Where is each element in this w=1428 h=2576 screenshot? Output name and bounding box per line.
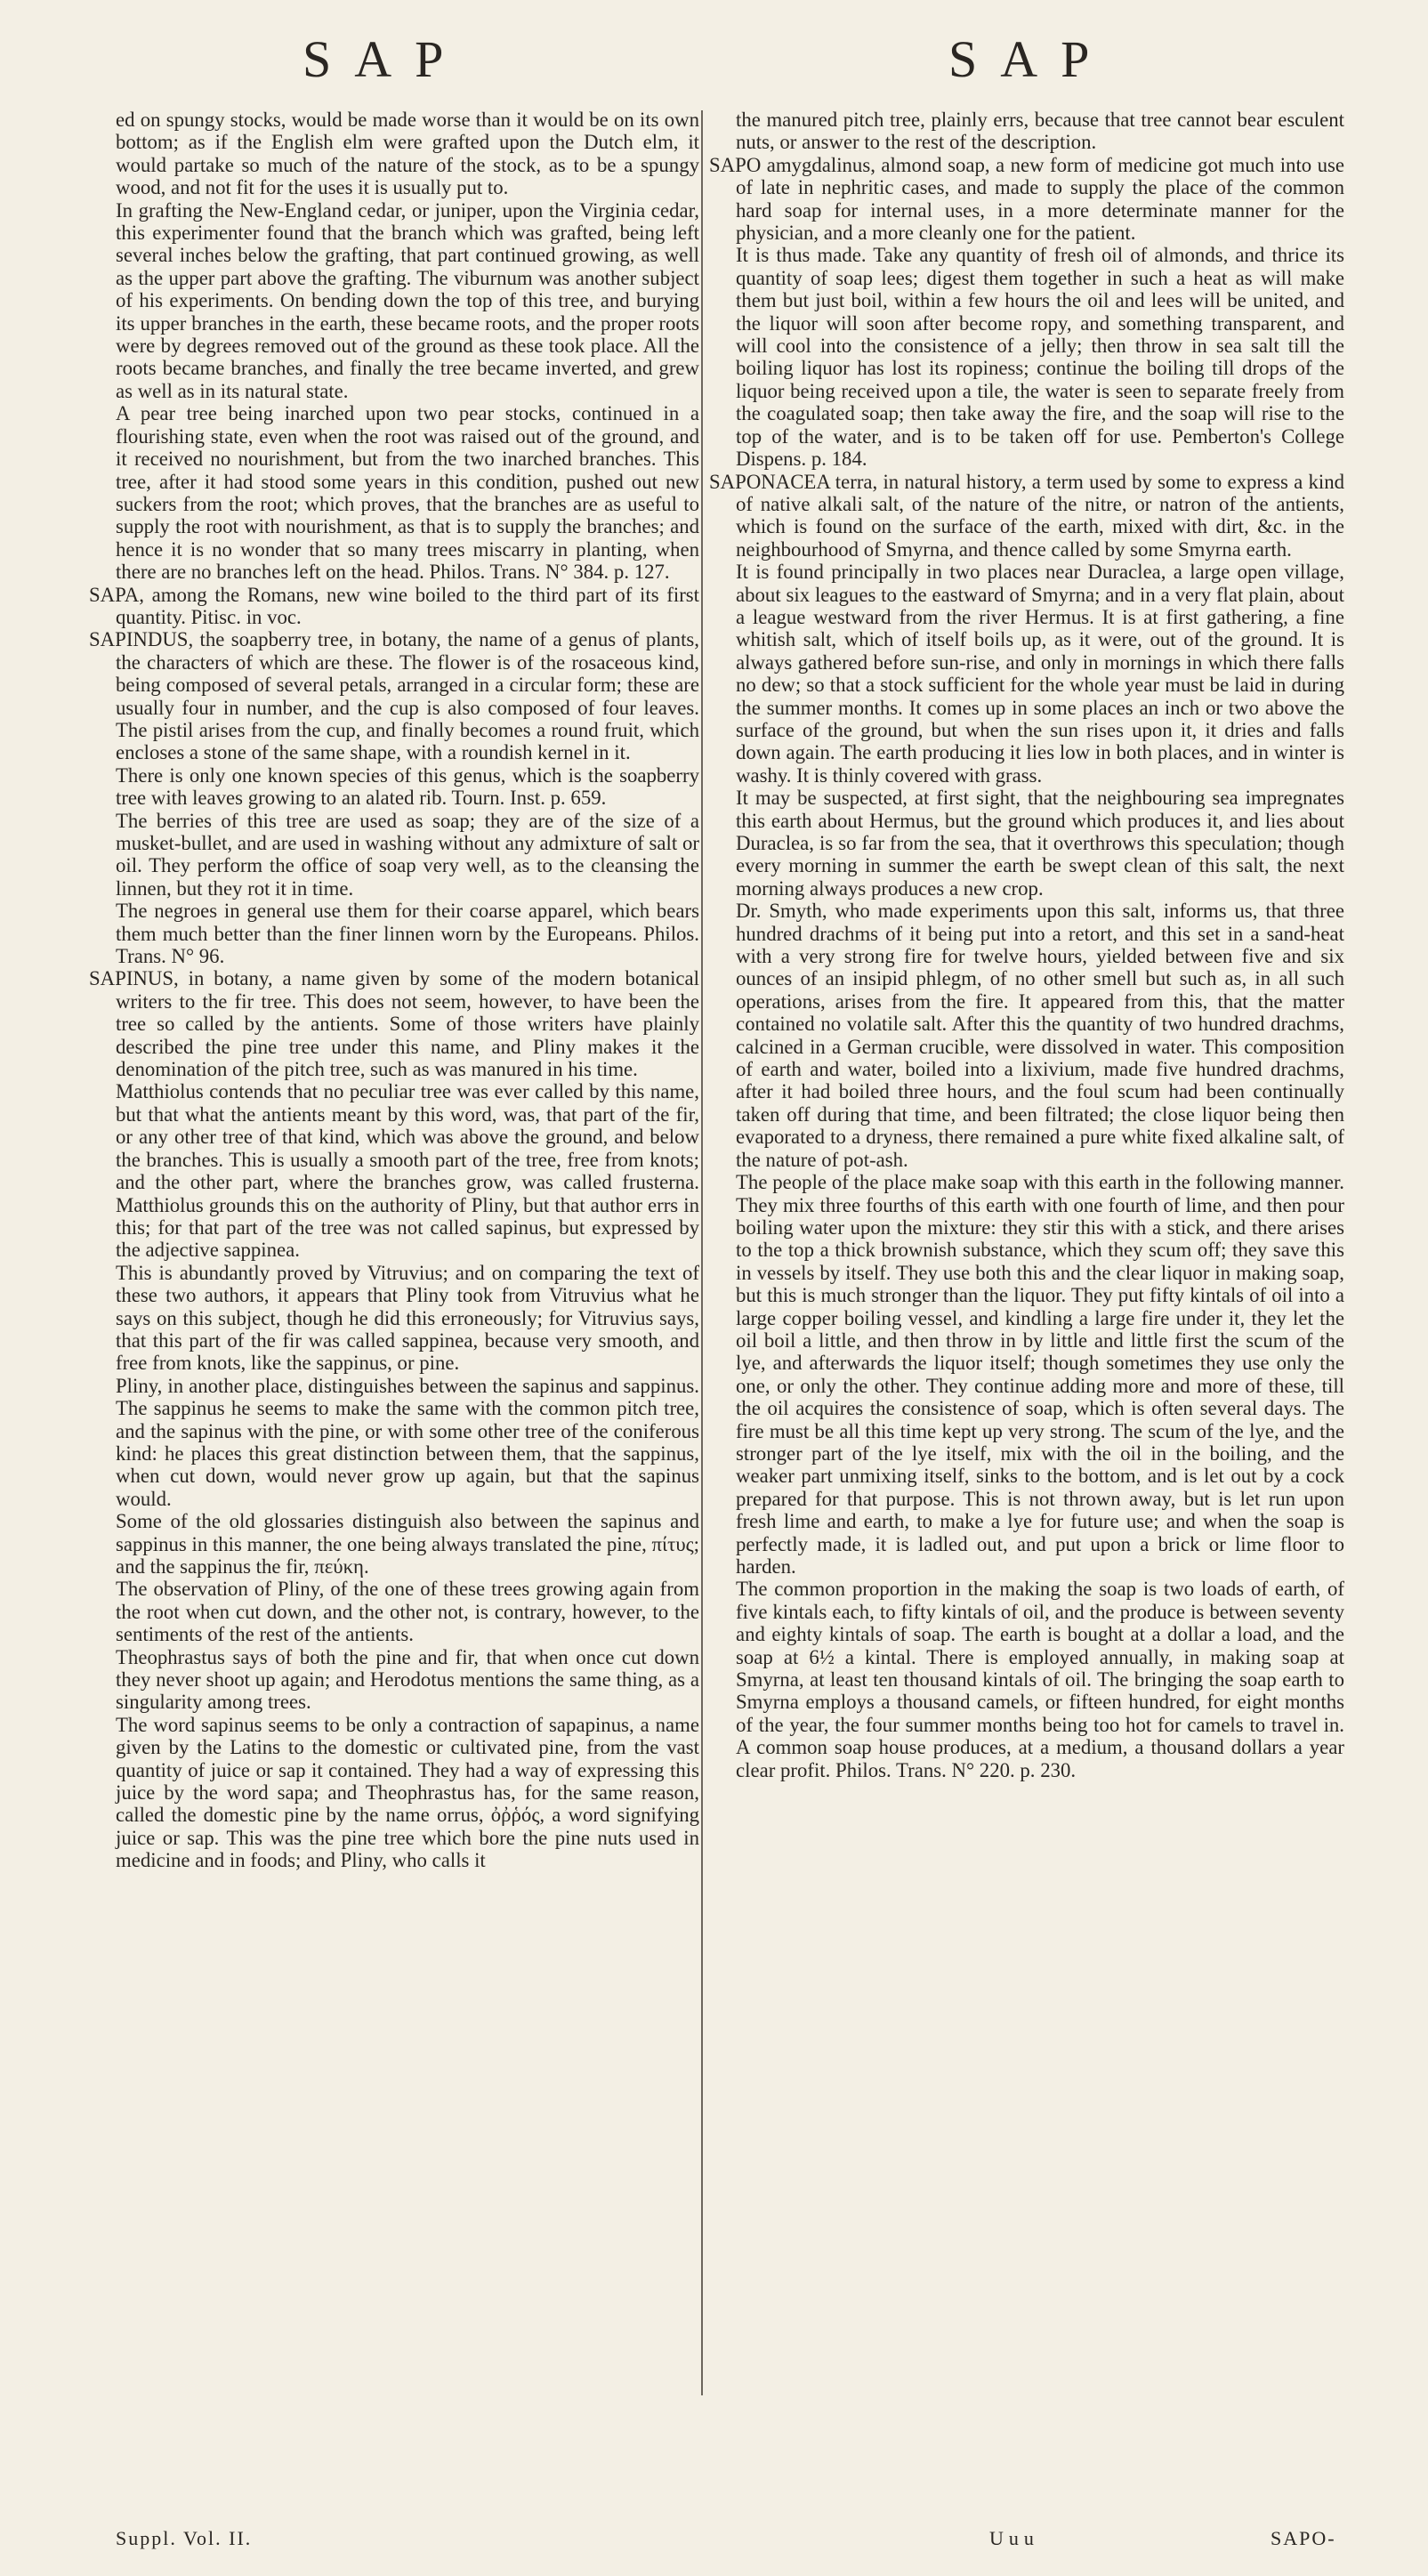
paragraph: Some of the old glossaries distinguish also between the sapinus and sappinus in this manner, the one being always translated the pine, πίτυς; and the sappinus the fir, πεύκη. <box>116 1510 699 1578</box>
paragraph: Pliny, in another place, distinguishes between the sapinus and sappinus. The sappinus he seems to make the same with the common pitch tree, and the sapinus with the pine, or with some other tree of the coniferous kind: he places this great distinction between them, that the sappinus, when cut down, would never grow up again, but that the sapinus would. <box>116 1374 699 1510</box>
paragraph: Matthiolus contends that no peculiar tree was ever called by this name, but that what the antients meant by this word, was, that part of the fir, or any other tree of that kind, which was above the ground, and below the branches. This is usually a smooth part of the tree, free from knots; and the other part, where the branches grow, was called frusterna. Matthiolus grounds this on the authority of Pliny, but that author errs in this; for that part of the tree was not called sapinus, but expressed by the adjective sappinea. <box>116 1080 699 1262</box>
paragraph: A pear tree being inarched upon two pear stocks, continued in a flourishing state, even when the root was raised out of the ground, and it received no nourishment, but from the two inarched branches. This tree, after it had stood some years in this condition, pushed out new suckers from the root; which proves, that the branches are as useful to supply the root with nourishment, as that is to supply the branches; and hence it is no wonder that so many trees miscarry in planting, when there are no branches left on the head. Philos. Trans. N° 384. p. 127. <box>116 402 699 584</box>
left-column <box>89 109 699 2511</box>
paragraph: The observation of Pliny, of the one of these trees growing again from the root when cut down, and the other not, is contrary, however, to the sentiments of the rest of the antients. <box>116 1578 699 1646</box>
paragraph: There is only one known species of this genus, which is the soapberry tree with leaves growing to an alated rib. Tourn. Inst. p. 659. <box>116 763 699 810</box>
paragraph: The negroes in general use them for their coarse apparel, which bears them much better than the finer linnen worn by the Europeans. Philos. Trans. N° 96. <box>116 900 699 968</box>
paragraph: In grafting the New-England cedar, or juniper, upon the Virginia cedar, this experimenter found that the branch which was grafted, being left several inches below the grafting, that part continued growing, as well as the upper part above the grafting. The viburnum was another subject of his experiments. On bending down the top of this tree, and burying its upper branches in the earth, these became roots, and the proper roots were by degrees removed out of the ground as these took place. All the roots became branches, and finally the tree became inverted, and grew as well as in its natural state. <box>116 198 699 402</box>
paragraph: Dr. Smyth, who made experiments upon this salt, informs us, that three hundred drachms of it being put into a retort, and this set in a sand-heat with a very strong fire for twelve hours, yielded between five and six ounces of an insipid phlegm, of no other smell but such as, in all such operations, arises from the fire. It appeared from this, that the matter contained no volatile salt. After this the quantity of two hundred drachms, calcined in a German crucible, were dissolved in water. This composition of earth and water, boiled into a lixivium, made five hundred drachms, after it had boiled three hours, and the foul scum had been continually taken off during that time, and been filtrated; the close liquor being then evaporated to a dryness, there remained a pure white fixed alkaline salt, of the nature of pot-ash. <box>736 900 1344 1171</box>
paragraph: It is found principally in two places near Duraclea, a large open village, about six leagues to the eastward of Smyrna; and in a very flat plain, about a league westward from the river Hermus. It is at first gathering, a fine whitish salt, which of itself boils up, as it were, out of the ground. It is always gathered before sun-rise, and only in mornings in which there falls no dew; so that a stock sufficient for the whole year must be laid in during the summer months. It comes up in some places an inch or two above the surface of the ground, but when the sun rises upon it, it dries and falls down again. The earth producing it lies low in both places, and in winter is washy. It is thinly covered with grass. <box>736 561 1344 787</box>
column-rule <box>701 110 703 2395</box>
running-head-right: SAP <box>948 30 1113 88</box>
volume-signature: Suppl. Vol. II. <box>116 2527 253 2549</box>
paragraph: The word sapinus seems to be only a contraction of sapapinus, a name given by the Latins to the domestic or cultivated pine, from the vast quantity of juice or sap it contained. They had a way of expressing this juice by the word sapa; and Theophrastus has, for the same reason, called the domestic pine by the name orrus, ὀῤῥός, a word signifying juice or sap. This was the pine tree which bore the pine nuts used in medicine and in foods; and Pliny, who calls it <box>116 1713 699 1872</box>
paragraph: The people of the place make soap with this earth in the following manner. They mix three fourths of this earth with one fourth of lime, and then pour boiling water upon the mixture: they stir this with a stick, and there arises to the top a thick brownish substance, which they scum off; they save this in vessels by itself. They use both this and the clear liquor in making soap, but this is much stronger than the liquor. They put fifty kintals of oil into a large copper boiling vessel, and kindling a large fire under it, they let the oil boil a little, and then throw in by little and little first the scum of the lye, and afterwards the liquor itself; though sometimes they use only the one, or only the other. They continue adding more and more of these, till the oil acquires the consistence of soap, which is often several days. The fire must be all this time kept up very strong. The scum of the lye, and the stronger part of the lye itself, mix with the oil in the boiling, and the weaker part unmixing itself, sinks to the bottom, and is let out by a cock prepared for that purpose. This is not thrown away, but is let run upon fresh lime and earth, to make a lye for future use; and when the soap is perfectly made, it is ladled out, and put upon a brick or lime floor to harden. <box>736 1171 1344 1578</box>
dictionary-entry: SAPONACEA terra, in natural history, a term used by some to express a kind of native alkali salt, of the nature of the nitre, or natron of the antients, which is found on the surface of the earth, mixed with dirt, &c. in the neighbourhood of Smyrna, and thence called by some Smyrna earth. <box>709 470 1344 561</box>
signature-mark: Uuu <box>989 2527 1039 2549</box>
running-head-left: SAP <box>303 30 467 88</box>
catchword: SAPO- <box>1271 2527 1336 2549</box>
paragraph: It is thus made. Take any quantity of fresh oil of almonds, and thrice its quantity of soap lees; digest them together in such a heat as will make them but just boil, within a few hours the oil and lees will be united, and the liquor will soon after become ropy, and something transparent, and will cool into the consistence of a jelly; then throw in sea salt till the boiling liquor has lost its ropiness; continue the boiling till drops of the liquor being received upon a tile, the water is seen to separate freely from the coagulated soap; then take away the fire, and the soap will rise to the top of the water, and is to be taken off for use. Pemberton's College Dispens. p. 184. <box>736 244 1344 471</box>
paragraph: Theophrastus says of both the pine and fir, that when once cut down they never shoot up again; and Herodotus mentions the same thing, as a singularity among trees. <box>116 1645 699 1714</box>
paragraph: ed on spungy stocks, would be made worse than it would be on its own bottom; as if the English elm were grafted upon the Dutch elm, it would partake so much of the nature of the stock, as to be a spungy wood, and not fit for the uses it is usually put to. <box>116 109 699 199</box>
paragraph: It may be suspected, at first sight, that the neighbouring sea impregnates this earth about Hermus, but the ground which produces it, and lies about Duraclea, is so far from the sea, that it overthrows this speculation; though every morning in summer the earth be swept clean of this salt, the next morning always produces a new crop. <box>736 787 1344 900</box>
dictionary-entry: SAPINUS, in botany, a name given by some of the modern botanical writers to the fir tree. This does not seem, however, to have been the tree so called by the antients. Some of those writers have plainly described the pine tree under this name, and Pliny makes it the denomination of the pitch tree, such as was manured in his time. <box>89 967 699 1081</box>
paragraph: The berries of this tree are used as soap; they are of the size of a musket-bullet, and are used in washing without any admixture of salt or oil. They perform the office of soap very well, as to the cleansing the linnen, but they rot it in time. <box>116 809 699 900</box>
right-column <box>709 109 1344 2511</box>
paragraph: the manured pitch tree, plainly errs, because that tree cannot bear esculent nuts, or answer to the rest of the description. <box>736 109 1344 154</box>
dictionary-entry: SAPO amygdalinus, almond soap, a new form of medicine got much into use of late in nephritic cases, and made to supply the place of the common hard soap for internal uses, in a more determinate manner for the physician, and a more cleanly one for the patient. <box>709 153 1344 245</box>
dictionary-entry: SAPINDUS, the soapberry tree, in botany, the name of a genus of plants, the characters of which are these. The flower is of the rosaceous kind, being composed of several petals, arranged in a circular form; these are usually four in number, and the cup is also composed of four leaves. The pistil arises from the cup, and finally becomes a round fruit, which encloses a stone of the same shape, with a roundish kernel in it. <box>89 628 699 764</box>
paragraph: The common proportion in the making the soap is two loads of earth, of five kintals each, to fifty kintals of oil, and the produce is between seventy and eighty kintals of soap. The earth is bought at a dollar a load, and the soap at 6½ a kintal. There is employed annually, in making soap at Smyrna, at least ten thousand kintals of oil. The bringing the soap earth to Smyrna employs a thousand camels, or fifteen hundred, for eight months of the year, the four summer months being too hot for camels to travel in. A common soap house produces, at a medium, a thousand dollars a year clear profit. Philos. Trans. N° 220. p. 230. <box>736 1578 1344 1781</box>
paragraph: This is abundantly proved by Vitruvius; and on comparing the text of these two authors, it appears that Pliny took from Vitruvius what he says on this subject, though he did this erroneously; for Vitruvius says, that this part of the fir was called sappinea, because very smooth, and free from knots, like the sappinus, or pine. <box>116 1261 699 1375</box>
dictionary-entry: SAPA, among the Romans, new wine boiled to the third part of its first quantity. Pitisc. in voc. <box>89 583 699 628</box>
